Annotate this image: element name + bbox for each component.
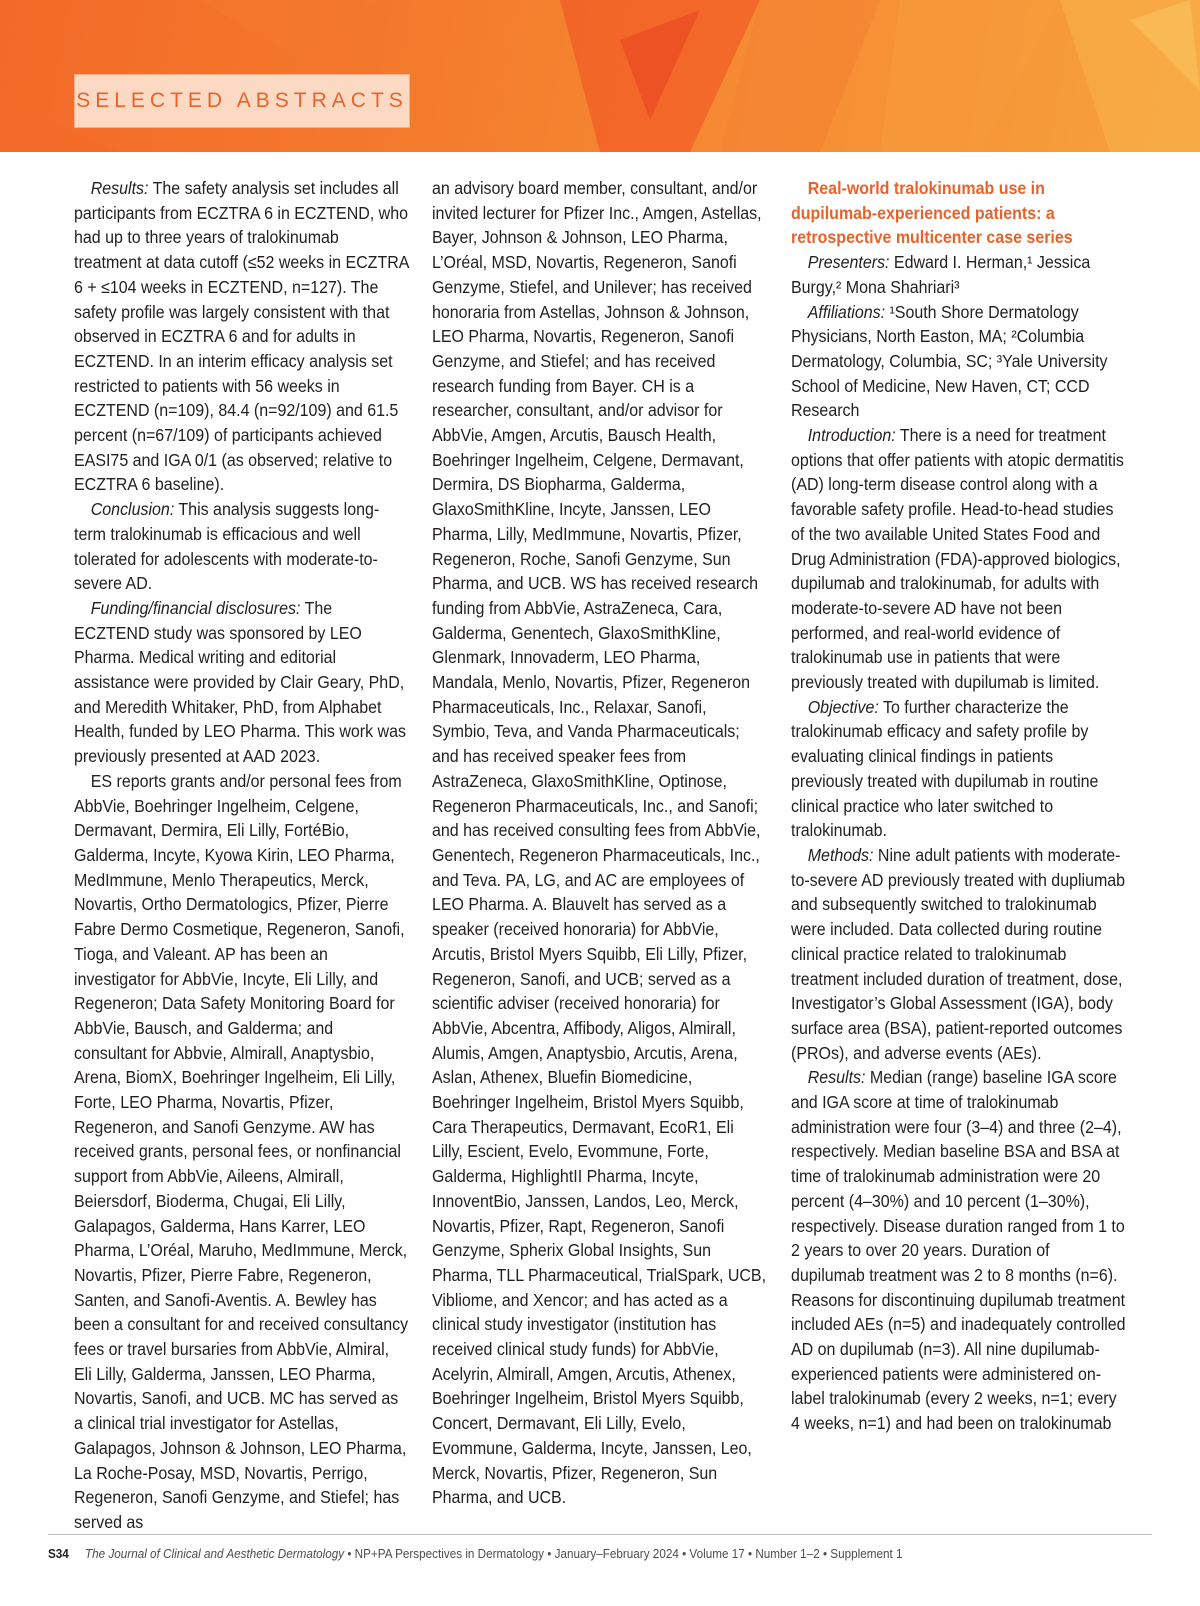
presenters-text: Edward I. Herman,¹ Jessica Burgy,² Mona Shahriari³ <box>791 252 1091 297</box>
column-3 <box>791 176 1127 1436</box>
header-banner <box>0 0 1200 152</box>
objective-text: To further characterize the tralokinumab efficacy and safety profile by evaluating clinical findings in patients previously treated with dupilumab in routine clinical practice who later switched to tralokinumab. <box>791 696 1099 841</box>
funding-label: Funding/financial disclosures: <box>90 597 301 618</box>
conclusion-label: Conclusion: <box>90 499 175 520</box>
affiliations-paragraph <box>791 300 1127 424</box>
page-footer <box>48 1546 903 1561</box>
results-label: Results: <box>90 178 149 198</box>
disclosures-continued: an advisory board member, consultant, and/or invited lecturer for Pfizer Inc., Amgen, Astellas, Bayer, Johnson & Johnson, LEO Pharma, L’Oréal, MSD, Novartis, Regeneron, Sanofi Genzyme, Stiefel, and Unilever; has received honoraria from Astellas, Johnson & Johnson, LEO Pharma, Novartis, Regeneron, Sanofi Genzyme, and Stiefel; and has received research funding from Bayer. CH is a researcher, consultant, and/or advisor for AbbVie, Amgen, Arcutis, Bausch Health, Boehringer Ingelheim, Celgene, Dermavant, Dermira, DS Biopharma, Galderma, GlaxoSmithKline, Incyte, Janssen, LEO Pharma, Lilly, MedImmune, Novartis, Pfizer, Regeneron, Roche, Sanofi Genzyme, Sun Pharma, and UCB. WS has received research funding from AbbVie, AstraZeneca, Cara, Galderma, Genentech, GlaxoSmithKline, Glenmark, Innovaderm, LEO Pharma, Mandala, Menlo, Novartis, Pfizer, Regeneron Pharmaceuticals, Inc., Relaxar, Sanofi, Symbio, Teva, and Vanda Pharmaceuticals; and has received speaker fees from AstraZeneca, GlaxoSmithKline, Optinose, Regeneron Pharmaceuticals, Inc., and Sanofi; and has received consulting fees from AbbVie, Genentech, Regeneron Pharmaceuticals, Inc., and Teva. PA, LG, and AC are employees of LEO Pharma. A. Blauvelt has served as a speaker (received honoraria) for AbbVie, Arcutis, Bristol Myers Squibb, Eli Lilly, Pfizer, Regeneron, Sanofi, and UCB; served as a scientific adviser (received honoraria) for AbbVie, Abcentra, Affibody, Aligos, Almirall, Alumis, Amgen, Anaptysbio, Arcutis, Arena, Aslan, Athenex, Bluefin Biomedicine, Boehringer Ingelheim, Bristol Myers Squibb, Cara Therapeutics, Dermavant, EcoR1, Eli Lilly, Escient, Evelo, Evommune, Forte, Galderma, HighlightII Pharma, Incyte, InnoventBio, Janssen, Landos, Leo, Merck, Novartis, Pfizer, Rapt, Regeneron, Sanofi Genzyme, Spherix Global Insights, Sun Pharma, TLL Pharmaceutical, TrialSpark, UCB, Vibliome, and Xencor; and has acted as a clinical study investigator (institution has received clinical study funds) for AbbVie, Acelyrin, Almirall, Amgen, Arcutis, Athenex, Boehringer Ingelheim, Bristol Myers Squibb, Concert, Dermavant, Eli Lilly, Evelo, Evommune, Galderma, Incyte, Janssen, Leo, Merck, Novartis, Pfizer, Regeneron, Sun Pharma, and UCB. <box>432 178 767 1508</box>
funding-text: The ECZTEND study was sponsored by LEO Pharma. Medical writing and editorial assistance were provided by Clair Geary, PhD, and Meredith Whitaker, PhD, from Alphabet Health, funded by LEO Pharma. This work was previously presented at AAD 2023. <box>74 597 406 767</box>
conclusion-text: This analysis suggests long-term tralokinumab is efficacious and well tolerated for adolescents with moderate-to-severe AD. <box>74 499 380 594</box>
footer-divider <box>48 1534 1152 1535</box>
journal-name: The Journal of Clinical and Aesthetic Dermatology <box>85 1546 345 1561</box>
methods-paragraph <box>791 843 1127 1065</box>
abstract-title: Real-world tralokinumab use in dupilumab-experienced patients: a retrospective multicenter case series <box>791 178 1073 248</box>
funding-paragraph <box>74 596 410 769</box>
disclosures-paragraph: ES reports grants and/or personal fees from AbbVie, Boehringer Ingelheim, Celgene, Dermavant, Dermira, Eli Lilly, FortéBio, Galderma, Incyte, Kyowa Kirin, LEO Pharma, MedImmune, Menlo Therapeutics, Merck, Novartis, Ortho Dermatologics, Pfizer, Pierre Fabre Dermo Cosmetique, Regeneron, Sanofi, Tioga, and Valeant. AP has been an investigator for AbbVie, Incyte, Eli Lilly, and Regeneron; Data Safety Monitoring Board for AbbVie, Bausch, and Galderma; and consultant for Abbvie, Almirall, Anaptysbio, Arena, BiomX, Boehringer Ingelheim, Eli Lilly, Forte, LEO Pharma, Novartis, Pfizer, Regeneron, and Sanofi Genzyme. AW has received grants, personal fees, or nonfinancial support from AbbVie, Aileens, Almirall, Beiersdorf, Bioderma, Chugai, Eli Lilly, Galapagos, Galderma, Hans Karrer, LEO Pharma, L’Oréal, Maruho, MedImmune, Merck, Novartis, Pfizer, Pierre Fabre, Regeneron, Santen, and Sanofi-Aventis. A. Bewley has been a consultant for and received consultancy fees or travel bursaries from AbbVie, Almiral, Eli Lilly, Galderma, Janssen, LEO Pharma, Novartis, Sanofi, and UCB. MC has served as a clinical trial investigator for Astellas, Galapagos, Johnson & Johnson, LEO Pharma, La Roche-Posay, MSD, Novartis, Perrigo, Regeneron, Sanofi Genzyme, and Stiefel; has served as <box>74 770 409 1532</box>
affiliations-text: ¹South Shore Dermatology Physicians, North Easton, MA; ²Columbia Dermatology, Columbia, SC; ³Yale University School of Medicine, New Haven, CT; CCD Research <box>791 301 1108 421</box>
results-paragraph <box>74 176 410 497</box>
presenters-label: Presenters: <box>807 252 890 273</box>
methods-text: Nine adult patients with moderate-to-severe AD previously treated with dupliumab and subsequently switched to tralokinumab were included. Data collected during routine clinical practice related to tralokinumab treatment included duration of treatment, dose, Investigator’s Global Assessment (IGA), body surface area (BSA), patient-reported outcomes (PROs), and adverse events (AEs). <box>791 844 1126 1063</box>
introduction-text: There is a need for treatment options that offer patients with atopic dermatitis (AD) long-term disease control along with a favorable safety profile. Head-to-head studies of the two available United States Food and Drug Administration (FDA)-approved biologics, dupilumab and tralokinumab, for adults with moderate-to-severe AD have not been performed, and real-world evidence of tralokinumab use in patients that were previously treated with dupilumab is limited. <box>791 425 1124 693</box>
results-text: The safety analysis set includes all participants from ECZTRA 6 in ECZTEND, who had up to three years of tralokinumab treatment at data cutoff (≤52 weeks in ECZTRA 6 + ≤104 weeks in ECZTEND, n=127). The safety profile was largely consistent with that observed in ECZTRA 6 and for adults in ECZTEND. In an interim efficacy analysis set restricted to patients with 56 weeks in ECZTEND (n=109), 84.4 (n=92/109) and 61.5 percent (n=67/109) of participants achieved EASI75 and IGA 0/1 (as observed; relative to ECZTRA 6 baseline). <box>74 178 409 495</box>
issue-info: • NP+PA Perspectives in Dermatology • January–February 2024 • Volume 17 • Number 1–2 • Supplement 1 <box>344 1546 903 1561</box>
presenters-paragraph <box>791 250 1127 299</box>
introduction-label: Introduction: <box>807 425 896 446</box>
section-tag: SELECTED ABSTRACTS <box>74 74 410 128</box>
results2-text: Median (range) baseline IGA score and IGA score at time of tralokinumab administration were four (3–4) and three (2–4), respectively. Median baseline BSA and BSA at time of tralokinumab administration were 20 percent (4–30%) and 10 percent (1–30%), respectively. Disease duration ranged from 1 to 2 years to over 20 years. Duration of dupilumab treatment was 2 to 8 months (n=6). Reasons for discontinuing dupilumab treatment included AEs (n=5) and inadequately controlled AD on dupilumab (n=3). All nine dupilumab-experienced patients were administered on-label tralokinumab (every 2 weeks, n=1; every 4 weeks, n=1) and had been on tralokinumab <box>791 1067 1126 1434</box>
results2-label: Results: <box>807 1067 866 1088</box>
objective-label: Objective: <box>807 696 879 717</box>
affiliations-label: Affiliations: <box>807 301 886 322</box>
introduction-paragraph <box>791 423 1127 695</box>
results2-paragraph <box>791 1065 1127 1436</box>
column-2 <box>432 176 768 1510</box>
conclusion-paragraph <box>74 497 410 596</box>
objective-paragraph <box>791 695 1127 843</box>
methods-label: Methods: <box>807 844 874 865</box>
column-1 <box>74 176 410 1535</box>
page-number: S34 <box>48 1546 69 1561</box>
